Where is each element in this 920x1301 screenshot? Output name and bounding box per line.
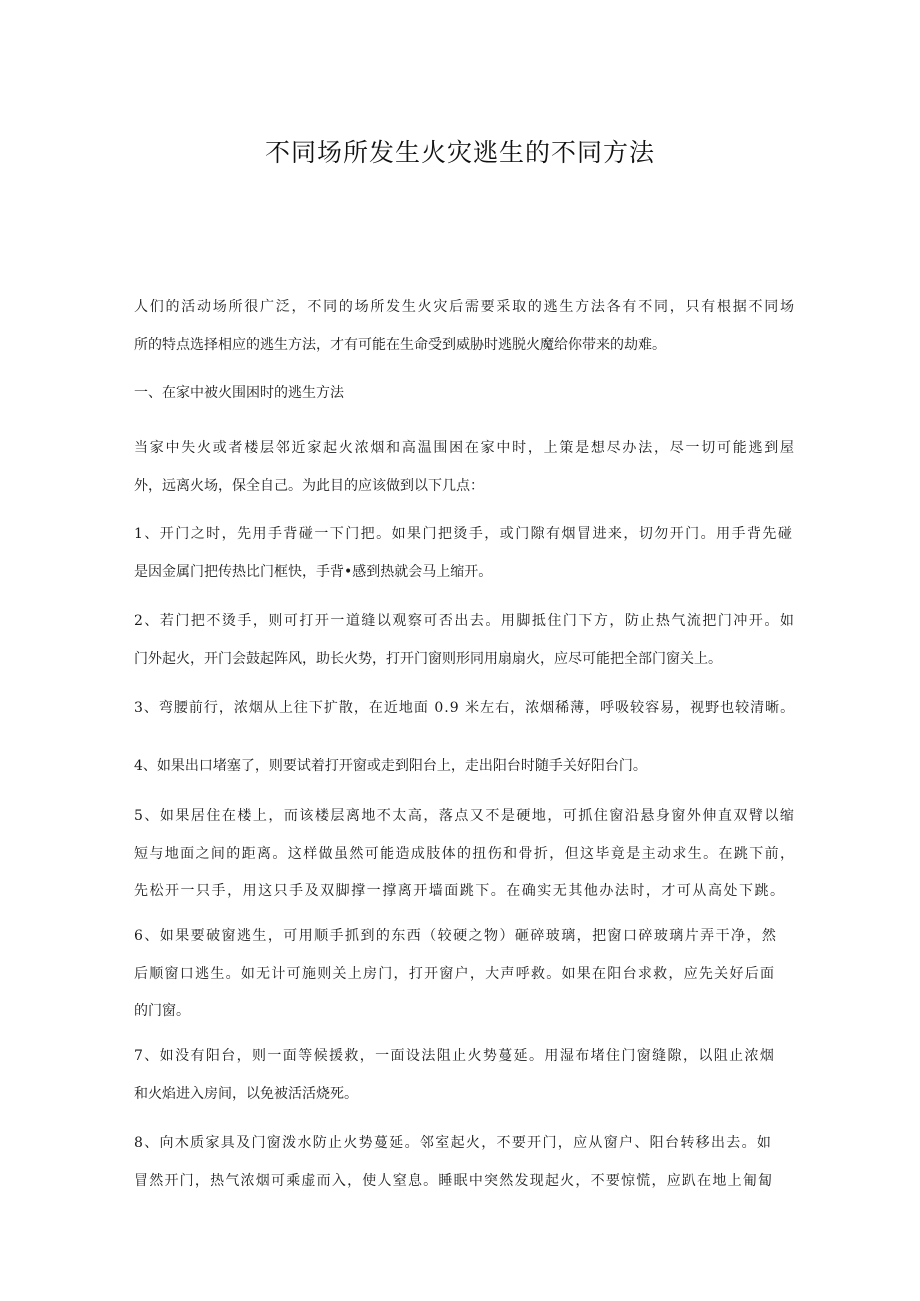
paragraph-line: 8、向木质家具及门窗泼水防止火势蔓延。邻室起火，不要开门，应从窗户、阳台转移出去。如 xyxy=(134,1135,773,1151)
document-title: 不同场所发生火灾逃生的不同方法 xyxy=(264,138,655,167)
paragraph-line: 7、如没有阳台，则一面等候援救，一面设法阻止火势蔓延。用湿布堵住门窗缝隙，以阻止浓烟 xyxy=(134,1048,776,1064)
paragraph-line: 和火焰进入房间，以免被活活烧死。 xyxy=(134,1085,358,1102)
paragraph-line: 的门窗。 xyxy=(134,1003,190,1019)
paragraph-line: 是因金属门把传热比门框快，手背•感到热就会马上缩开。 xyxy=(134,563,493,580)
paragraph-line: 5、如果居住在楼上，而该楼层离地不太高，落点又不是硬地，可抓住窗沿悬身窗外伸直双臂以缩 xyxy=(134,808,796,824)
paragraph-line: 2、若门把不烫手，则可打开一道缝以观察可否出去。用脚抵住门下方，防止热气流把门冲开。如 xyxy=(134,613,796,629)
paragraph-line: 当家中失火或者楼层邻近家起火浓烟和高温围困在家中时，上策是想尽办法，尽一切可能逃到屋 xyxy=(134,440,796,456)
paragraph-line: 外，远离火场，保全自己。为此目的应该做到以下几点： xyxy=(134,477,484,494)
paragraph-line: 短与地面之间的距离。这样做虽然可能造成肢体的扭伤和骨折，但这毕竟是主动求生。在跳下前， xyxy=(134,845,796,862)
paragraph-line: 一、在家中被火围困时的逃生方法 xyxy=(134,385,344,401)
paragraph-line: 1、开门之时，先用手背碰一下门把。如果门把烫手，或门隙有烟冒进来，切勿开门。用手背先碰 xyxy=(134,526,794,542)
paragraph-line: 后顺窗口逃生。如无计可施则关上房门，打开窗户，大声呼救。如果在阳台求救，应先关好后面 xyxy=(134,965,776,982)
paragraph-line: 6、如果要破窗逃生，可用顺手抓到的东西（较硬之物）砸碎玻璃，把窗口碎玻璃片弄干净，然 xyxy=(134,928,778,944)
paragraph-line: 所的特点选择相应的逃生方法，才有可能在生命受到威胁时逃脱火魔给你带来的劫难。 xyxy=(134,336,666,353)
paragraph-line: 先松开一只手，用这只手及双脚撑一撑离开墙面跳下。在确实无其他办法时，才可从高处下跳。 xyxy=(134,883,786,899)
paragraph-line: 冒然开门，热气浓烟可乘虚而入，使人窒息。睡眠中突然发现起火，不要惊慌，应趴在地上匍匐 xyxy=(134,1172,774,1189)
paragraph-line: 人们的活动场所很广泛，不同的场所发生火灾后需要采取的逃生方法各有不同，只有根据不同场 xyxy=(134,299,796,315)
paragraph-line: 4、如果出口堵塞了，则要试着打开窗或走到阳台上，走出阳台时随手关好阳台门。 xyxy=(134,758,647,774)
paragraph-line: 3、弯腰前行，浓烟从上往下扩散，在近地面 0.9 米左右，浓烟稀薄，呼吸较容易，视野也较清晰。 xyxy=(134,700,796,716)
paragraph-line: 门外起火，开门会鼓起阵风，助长火势，打开门窗则形同用扇扇火，应尽可能把全部门窗关上。 xyxy=(134,650,722,667)
